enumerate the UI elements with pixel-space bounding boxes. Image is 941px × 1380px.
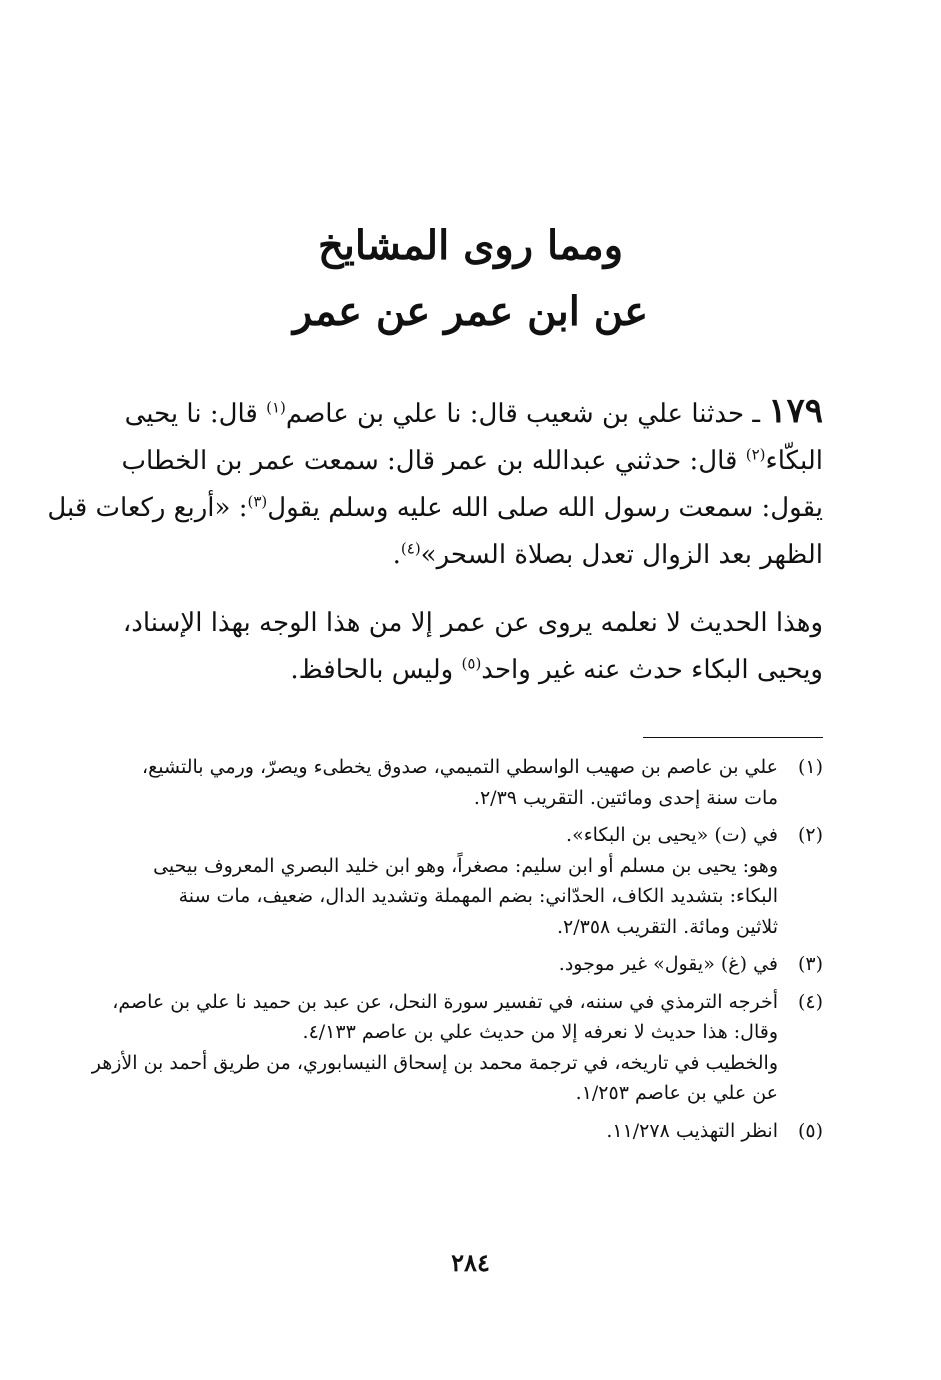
hadith-line-text: : «أربع ركعات قبل: [47, 493, 248, 523]
hadith-line-text: .: [392, 540, 401, 570]
section-heading-line-1: ومما روى المشايخ: [317, 222, 624, 269]
footnote-number: (٥): [797, 1119, 823, 1142]
footnote-number: (١): [797, 756, 823, 778]
hadith-line-text: الظهر بعد الزوال تعدل بصلاة السحر»: [420, 540, 823, 570]
commentary-line-text: ويحيى البكاء حدث عنه غير واحد: [481, 655, 823, 685]
footnote-line: والخطيب في تاريخه، في ترجمة محمد بن إسحاق النيسابوري، من طريق أحمد بن الأزهر: [91, 1051, 778, 1074]
hadith-line-text: ـ حدثنا علي بن شعيب قال: نا علي بن عاصم: [285, 399, 769, 429]
footnote-line: أخرجه الترمذي في سننه، في تفسير سورة النحل، عن عبد بن حميد نا علي بن عاصم،: [112, 990, 778, 1013]
hadith-line: [123, 388, 823, 438]
footnote-divider: [643, 737, 823, 738]
footnote-2: [113, 820, 823, 942]
hadith-line: [123, 438, 823, 485]
hadith-line-text: يقول: سمعت رسول الله صلى الله عليه وسلم يقول: [267, 493, 823, 523]
commentary-line: [123, 647, 823, 694]
hadith-text: [47, 388, 823, 579]
footnote-line: البكاء: بتشديد الكاف، الحدّاني: بضم المهملة وتشديد الدال، ضعيف، مات سنة: [178, 885, 778, 907]
hadith-line-text: البكّاء: [765, 446, 823, 476]
section-heading-line-2: عن ابن عمر عن عمر: [292, 288, 649, 335]
hadith-number: ١٧٩: [768, 391, 823, 431]
footnote-number: (٣): [797, 953, 823, 975]
footnote-3: [113, 949, 823, 980]
footnote-line: في (غ) «يقول» غير موجود.: [558, 953, 778, 975]
footnote-ref[interactable]: (٢): [745, 445, 766, 464]
hadith-line: [123, 532, 823, 579]
footnote-ref[interactable]: (١): [266, 398, 286, 417]
commentary-line: وهذا الحديث لا نعلمه يروى عن عمر إلا من هذا الوجه بهذا الإسناد،: [122, 608, 823, 638]
hadith-line: [47, 485, 823, 532]
footnote-line: انظر التهذيب ١١/٢٧٨.: [606, 1119, 778, 1142]
footnote-line: مات سنة إحدى ومائتين. التقريب ٢/٣٩.: [473, 786, 778, 809]
footnote-line: في (ت) «يحيى بن البكاء».: [566, 824, 778, 846]
page-number: ٢٨٤: [451, 1248, 490, 1277]
hadith-line-text: قال: نا يحيى: [124, 399, 267, 429]
footnote-4: [91, 987, 823, 1109]
hadith-line-text: قال: حدثني عبدالله بن عمر قال: سمعت عمر بن الخطاب: [121, 446, 746, 476]
footnote-ref[interactable]: (٤): [400, 539, 421, 558]
commentary-text: [123, 600, 823, 694]
footnote-number: (٤): [797, 990, 823, 1013]
footnote-1: [113, 752, 823, 813]
footnote-line: ثلاثين ومائة. التقريب ٢/٣٥٨.: [556, 915, 778, 938]
commentary-line-text: وليس بالحافظ.: [290, 655, 462, 685]
footnote-line: علي بن عاصم بن صهيب الواسطي التميمي، صدوق يخطىء ويصرّ، ورمي بالتشيع،: [142, 756, 778, 778]
footnote-ref[interactable]: (٣): [247, 492, 268, 511]
footnote-number: (٢): [797, 824, 823, 846]
footnote-line: عن علي بن عاصم ١/٢٥٣.: [575, 1082, 778, 1104]
footnotes: [91, 752, 823, 1153]
footnote-line: وقال: هذا حديث لا نعرفه إلا من حديث علي بن عاصم ٤/١٣٣.: [302, 1021, 778, 1043]
footnote-5: [113, 1116, 823, 1147]
footnote-ref[interactable]: (٥): [461, 654, 482, 673]
footnote-line: وهو: يحيى بن مسلم أو ابن سليم: مصغراً، وهو ابن خليد البصري المعروف بيحيى: [153, 854, 778, 877]
